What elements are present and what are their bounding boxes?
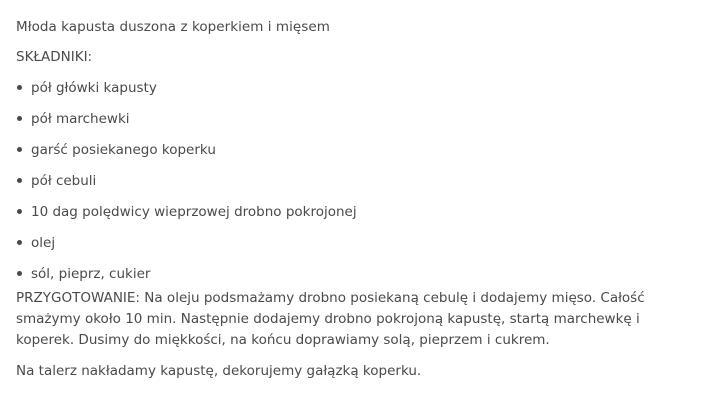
bullet-icon	[17, 209, 22, 214]
bullet-icon	[17, 240, 22, 245]
bullet-icon	[17, 147, 22, 152]
ingredient-text: sól, pieprz, cukier	[31, 266, 151, 282]
preparation-paragraph: PRZYGOTOWANIE: Na oleju podsmażamy drobno posiekaną cebulę i dodajemy mięso. Całość smażymy około 10 min. Następnie dodajemy drobno pokrojoną kapustę, startą marchewkę i koperek. Dusimy do miękkości, na końcu doprawiamy solą, pieprzem i cukrem.	[16, 290, 645, 348]
bullet-icon	[17, 271, 22, 276]
ingredient-text: garść posiekanego koperku	[31, 142, 216, 158]
ingredient-item	[16, 170, 687, 192]
ingredient-text: olej	[31, 235, 56, 251]
ingredient-item	[16, 108, 687, 130]
ingredient-text: pół marchewki	[31, 111, 130, 127]
ingredient-text: 10 dag polędwicy wieprzowej drobno pokrojonej	[31, 204, 357, 220]
ingredient-text: pół główki kapusty	[31, 80, 157, 96]
recipe-title: Młoda kapusta duszona z koperkiem i mięsem	[16, 19, 330, 35]
ingredient-text: pół cebuli	[31, 173, 97, 189]
ingredients-list	[16, 77, 687, 285]
serving-paragraph: Na talerz nakładamy kapustę, dekorujemy gałązką koperku.	[16, 363, 422, 379]
ingredient-item	[16, 263, 687, 285]
ingredients-heading: SKŁADNIKI:	[16, 49, 93, 65]
bullet-icon	[17, 116, 22, 121]
bullet-icon	[17, 178, 22, 183]
ingredient-item	[16, 201, 687, 223]
ingredient-item	[16, 139, 687, 161]
ingredient-item	[16, 77, 687, 99]
bullet-icon	[17, 85, 22, 90]
ingredient-item	[16, 232, 687, 254]
